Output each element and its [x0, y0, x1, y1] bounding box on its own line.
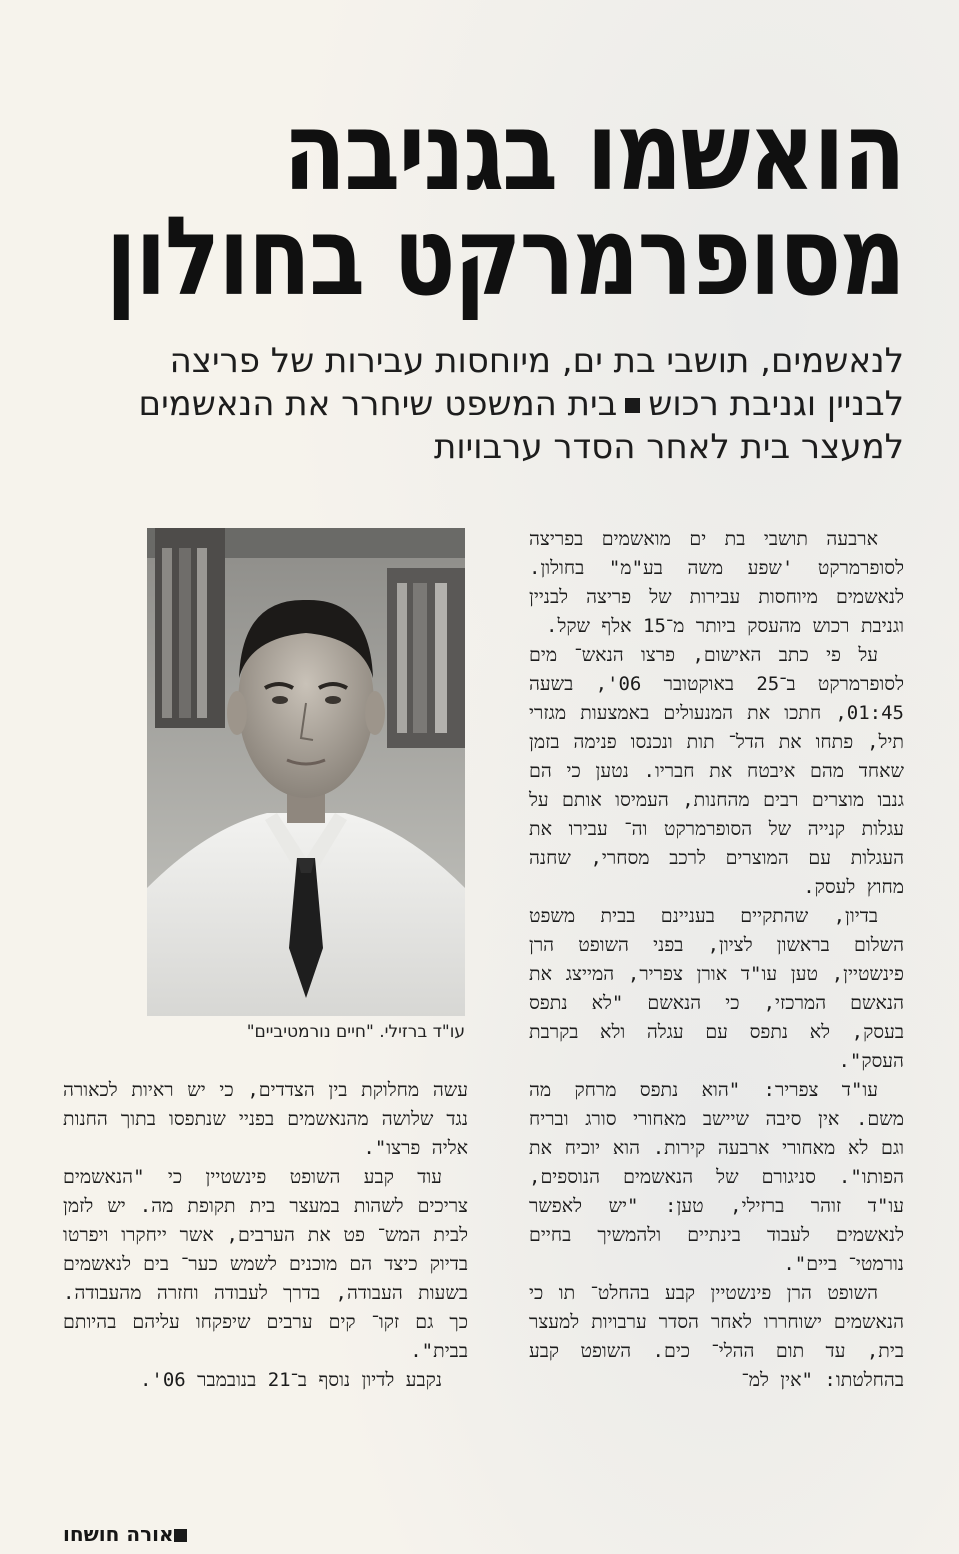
portrait-illustration [147, 528, 465, 1016]
headline-line-2: מסופרמרקט בחולון [105, 193, 904, 320]
square-bullet-icon [174, 1529, 187, 1542]
subheadline-line-2b: בית המשפט שיחרר את הנאשמים [138, 384, 618, 424]
photo-caption: עו"ד ברזילי. "חיים נורמטיביים" [246, 1022, 465, 1042]
headline-line-1: הואשמו בגניבה [282, 88, 904, 215]
subheadline-line-2a: לבניין וגניבת רכוש [648, 384, 904, 424]
article-paragraph-7: עוד קבע השופט פינשטיין כי "הנאשמים צריכים לשהות במעצר בית תקופת מה. יש לזמן לבית המש־ פט את הערבים, אשר ייחקרו ויפרטו בדיוק כיצד הם מוכנים לשמש כער־ בים לנאשמים בשעות העבודה, בדרך לעבודה וחזרה מהעבודה. כך גם זקו־ קים ערבים שיפקחו עליהם בהיותם בבית". [63, 1166, 468, 1362]
article-column-right [529, 525, 904, 1525]
author-name: אורה חושחו [63, 1522, 174, 1546]
article-column-left [63, 1076, 468, 1516]
article-paragraph-1: ארבעה תושבי בת ים מואשמים בפריצה לסופרמרקט 'שפע משה בע"מ" בחולון. לנאשמים מיוחסות עבירות של פריצה לבניין וגניבת רכוש מהעסק ביותר מ־15 אלף שקל. [529, 528, 904, 637]
subheadline [138, 340, 904, 469]
article-paragraph-4: עו"ד צפריר: "הוא נתפס מרחק מה משם. אין סיבה שיישב מאחורי סורג ובריח וגם לא מאחורי ארבעה קירות. הוא יוכיח את הפותו". סניגורם של הנאשמים הנוספים, עו"ד זוהר ברזילי, טען: "יש לאפשר לנאשמים לעבוד בינתיים ולהמשיך בחיים נורמטי־ ביים". [529, 1079, 904, 1275]
author-byline [63, 1522, 468, 1546]
article-paragraph-3: בדיון, שהתקיים בעניינם בבית משפט השלום בראשון לציון, בפני השופט הרן פינשטיין, טען עו"ד אורן צפריר, המייצג את הנאשם המרכזי, כי הנאשם "לא נתפס בעסק, לא נתפס עם עגלה ולא בקרבת העסק". [529, 905, 904, 1072]
article-paragraph-2: על פי כתב האישום, פרצו הנאש־ מים לסופרמרקט ב־25 באוקטובר 06', בשעה 01:45, חתכו את המנעולים באמצעות מגזרי תיל, פתחו את הדל־ תות ונכנסו פנימה בזמן שאחד מהם איבטח את חבריו. נטען כי הם גנבו מוצרים רבים מהחנות, העמיסו אותם על עגלות קנייה של הסופרמרקט וה־ עבירו את העגלות עם המוצרים לרכב מסחרי, שחנה מחוץ לעסק. [529, 644, 904, 898]
square-bullet-icon [625, 398, 640, 413]
article-paragraph-5: השופט הרן פינשטיין קבע בהחלט־ תו כי הנאשמים ישוחררו לאחר הסדר ערבויות למעצר בית, עד תום ההלי־ כים. השופט קבע בהחלטתו: "אין למ־ [529, 1282, 904, 1391]
article-paragraph-8: נקבע לדיון נוסף ב־21 בנובמבר 06'. [139, 1369, 442, 1391]
lawyer-portrait-photo [147, 528, 465, 1016]
subheadline-line-3: למעצר בית לאחר הסדר ערבויות [434, 427, 904, 467]
subheadline-line-2 [138, 383, 904, 426]
subheadline-line-1: לנאשמים, תושבי בת ים, מיוחסות עבירות של פריצה [169, 341, 904, 381]
article-paragraph-6: עשה מחלוקת בין הצדדים, כי יש ראיות לכאורה נגד שלושה מהנאשמים בפניי שנתפסו בתוך החנות אליה פרצו". [63, 1079, 468, 1159]
